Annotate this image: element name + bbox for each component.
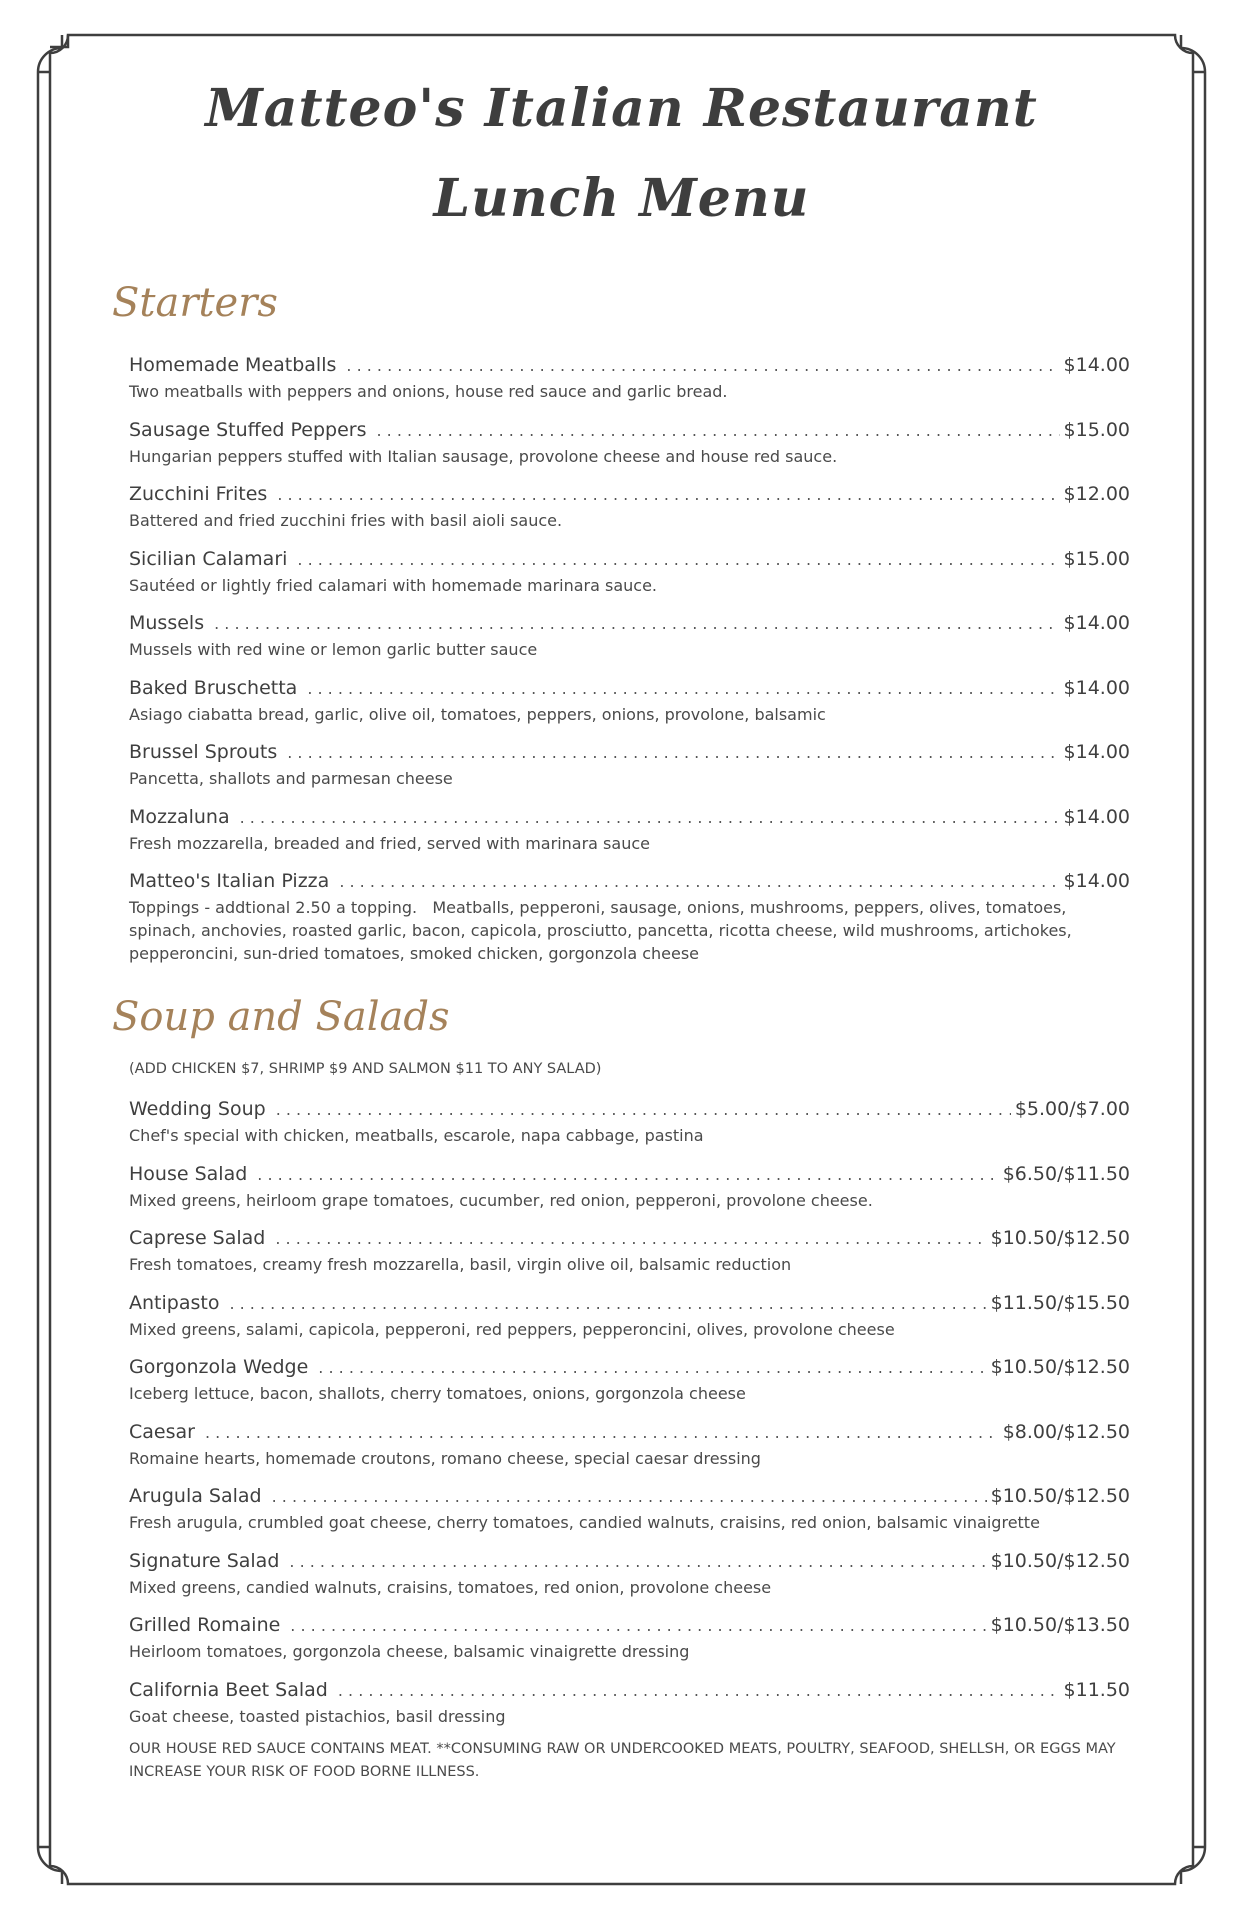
menu-item [129,737,1130,802]
starters-heading: Starters [112,280,278,326]
dot-leader [240,803,1060,833]
item-description: Toppings - addtional 2.50 a topping. Meatballs, pepperoni, sausage, onions, mushrooms, peppers, olives, tomatoes, spinach, anchovies, roasted garlic, bacon, capicola, prosciutto, pancetta, ricotta cheese, wild mushrooms, artichokes, pepperoncini, sun-dried tomatoes, smoked chicken, gorgonzola cheese [129,898,1077,963]
menu-item [129,1288,1130,1353]
menu-item [129,1610,1130,1675]
item-description: Romaine hearts, homemade croutons, romano cheese, special caesar dressing [129,1448,761,1468]
item-name: Grilled Romaine [129,1614,281,1636]
item-name: Caesar [129,1420,195,1443]
dot-leader [214,609,1059,639]
menu-item [129,608,1130,673]
dot-leader [276,1095,1011,1125]
item-name: Mozzaluna [129,805,230,828]
item-description: Heirloom tomatoes, gorgonzola cheese, balsamic vinaigrette dressing [129,1642,690,1661]
food-safety-disclaimer: OUR HOUSE RED SAUCE CONTAINS MEAT. **CONSUMING RAW OR UNDERCOOKED MEATS, POULTRY, SEAFOOD, SHELLSH, OR EGGS MAY INCREASE YOUR RISK OF FOOD BORNE ILLNESS. [129,1741,1116,1780]
item-price: $10.50/$12.50 [990,1356,1130,1378]
dot-leader [287,738,1059,768]
item-name: Baked Bruschetta [129,676,298,699]
item-name: Zucchini Frites [129,483,268,505]
item-description: Fresh mozzarella, breaded and fried, served with marinara sauce [129,833,650,853]
item-name: Arugula Salad [129,1485,262,1507]
item-price: $14.00 [1063,612,1130,634]
item-description: Mussels with red wine or lemon garlic butter sauce [129,640,538,659]
item-name: California Beet Salad [129,1678,328,1701]
dot-leader [318,1353,986,1383]
item-price: $8.00/$12.50 [1002,1420,1130,1443]
menu-item [129,1223,1130,1288]
item-price: $14.00 [1063,354,1130,376]
item-name: Wedding Soup [129,1098,266,1120]
menu-item [129,1352,1130,1417]
item-name: Gorgonzola Wedge [129,1356,309,1378]
menu-item [129,1094,1130,1159]
item-description: Iceberg lettuce, bacon, shallots, cherry tomatoes, onions, gorgonzola cheese [129,1384,746,1403]
menu-item [129,350,1130,415]
item-description: Asiago ciabatta bread, garlic, olive oil, tomatoes, peppers, onions, provolone, balsamic [129,704,826,724]
salad-addon-note: (ADD CHICKEN $7, SHRIMP $9 AND SALMON $11 TO ANY SALAD) [129,1061,602,1077]
item-name: Brussel Sprouts [129,741,278,763]
item-price: $15.00 [1063,547,1130,570]
dot-leader [338,1676,1060,1706]
dot-leader [339,867,1059,897]
item-name: Homemade Meatballs [129,354,337,376]
dot-leader [229,1289,986,1319]
menu-item [129,1546,1130,1611]
dot-leader [277,480,1059,510]
item-description: Sautéed or lightly fried calamari with homemade marinara sauce. [129,575,658,595]
item-price: $14.00 [1063,870,1130,892]
item-price: $11.50 [1063,1678,1130,1701]
menu-item [129,673,1130,738]
item-description: Goat cheese, toasted pistachios, basil dressing [129,1706,506,1726]
item-name: Matteo's Italian Pizza [129,870,330,892]
item-name: Sicilian Calamari [129,547,288,570]
menu-title: Lunch Menu [433,168,810,229]
item-price: $14.00 [1063,676,1130,699]
dot-leader [289,1547,986,1577]
soups-salads-list [129,1094,1130,1731]
item-description: Pancetta, shallots and parmesan cheese [129,769,453,788]
menu-item [129,415,1130,480]
item-name: Sausage Stuffed Peppers [129,418,367,441]
dot-leader [307,674,1059,704]
item-price: $10.50/$13.50 [990,1614,1130,1636]
dot-leader [377,416,1060,446]
restaurant-name: Matteo's Italian Restaurant [205,78,1038,139]
dot-leader [205,1418,999,1448]
dot-leader [257,1160,998,1190]
item-price: $10.50/$12.50 [990,1485,1130,1507]
item-price: $12.00 [1063,483,1130,505]
item-price: $14.00 [1063,741,1130,763]
soups-salads-heading: Soup and Salads [112,994,450,1040]
item-price: $10.50/$12.50 [990,1227,1130,1249]
item-name: House Salad [129,1162,248,1185]
item-description: Two meatballs with peppers and onions, house red sauce and garlic bread. [129,382,728,401]
dot-leader [346,351,1059,381]
item-name: Mussels [129,612,205,634]
item-price: $11.50/$15.50 [990,1291,1130,1314]
item-description: Fresh arugula, crumbled goat cheese, cherry tomatoes, candied walnuts, craisins, red onion, balsamic vinaigrette [129,1513,1040,1532]
menu-item [129,1481,1130,1546]
menu-item [129,1675,1130,1731]
item-price: $14.00 [1063,805,1130,828]
item-description: Hungarian peppers stuffed with Italian sausage, provolone cheese and house red sauce. [129,446,838,466]
starters-list [129,350,1130,965]
item-price: $15.00 [1063,418,1130,441]
item-name: Antipasto [129,1291,220,1314]
item-description: Mixed greens, salami, capicola, pepperoni, red peppers, pepperoncini, olives, provolone cheese [129,1319,895,1339]
menu-item [129,1159,1130,1224]
dot-leader [275,1224,986,1254]
item-description: Fresh tomatoes, creamy fresh mozzarella, basil, virgin olive oil, balsamic reduction [129,1255,792,1274]
item-description: Battered and fried zucchini fries with basil aioli sauce. [129,511,563,530]
dot-leader [272,1482,987,1512]
item-description: Chef's special with chicken, meatballs, escarole, napa cabbage, pastina [129,1126,704,1145]
menu-item [129,802,1130,867]
menu-item [129,544,1130,609]
menu-item [129,1417,1130,1482]
item-name: Caprese Salad [129,1227,266,1249]
menu-item [129,479,1130,544]
item-price: $10.50/$12.50 [990,1549,1130,1572]
dot-leader [297,545,1059,575]
item-price: $5.00/$7.00 [1014,1098,1130,1120]
item-description: Mixed greens, candied walnuts, craisins, tomatoes, red onion, provolone cheese [129,1577,772,1597]
dot-leader [290,1611,986,1641]
menu-item [129,866,1130,965]
item-name: Signature Salad [129,1549,280,1572]
item-description: Mixed greens, heirloom grape tomatoes, cucumber, red onion, pepperoni, provolone cheese. [129,1190,873,1210]
item-price: $6.50/$11.50 [1002,1162,1130,1185]
